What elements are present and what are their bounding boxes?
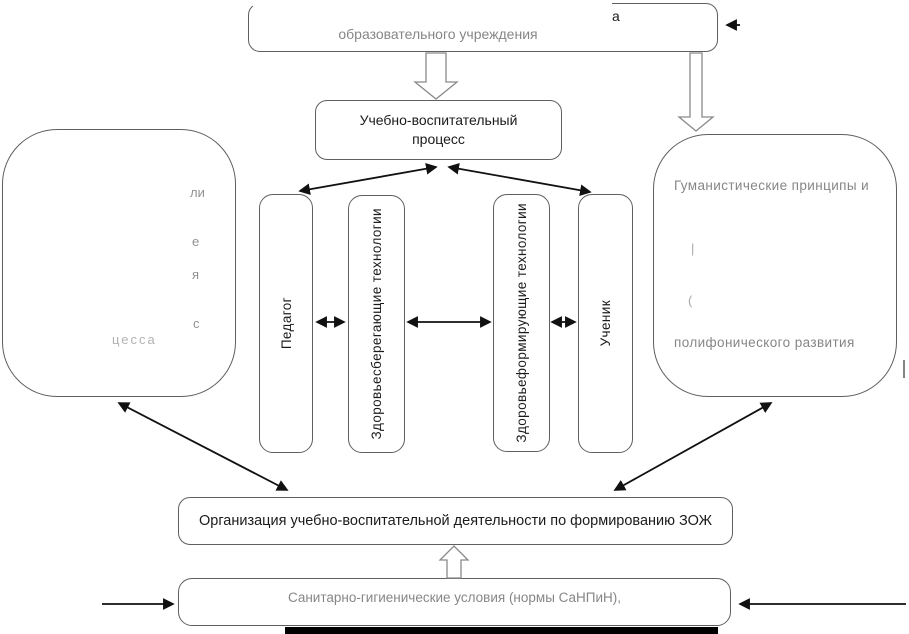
left-box-fragment-5: цесса [112,332,157,347]
left-box-fragment-2: е [192,234,200,249]
arrow-process-uchenik [449,167,590,192]
arrow-process-pedagog [300,167,436,191]
arrow-leftbox-organization [119,403,287,490]
block-arrow-sanitary-to-organization [440,546,468,578]
left-box-fragment-3: я [192,267,200,282]
column-uchenik-label: Ученик [598,300,613,347]
block-arrow-top-to-right-box [679,53,713,131]
block-arrow-top-to-process [415,53,457,99]
right-box-mid-fragment-1: | [691,241,695,256]
organization-box-label: Организация учебно-воспитательной деятельности по формированию ЗОЖ [198,513,712,529]
right-box-line2: полифонического развития [674,335,855,350]
right-box-line1: Гуманистические принципы и [674,178,870,193]
column-pedagog-label: Педагог [278,297,294,350]
right-box-mid-fragment-2: ( [688,293,693,308]
column-health-saving-tech-label: Здоровьесберегающие технологии [369,208,384,440]
arrow-organization-rightbox [615,403,771,490]
top-box-line2: образовательного учреждения [338,26,538,42]
column-health-forming-tech-label: Здоровьеформирующие технологии [514,203,529,443]
process-box-label: Учебно-воспитательный процесс [359,112,518,147]
left-box-fragment-4: с [193,316,200,331]
left-box-fragment-1: ли [190,185,205,200]
top-box-line1-fragment: а [612,8,620,24]
sanitary-box-label: Санитарно-гигиенические условия (нормы СаНПиН), [287,590,622,605]
